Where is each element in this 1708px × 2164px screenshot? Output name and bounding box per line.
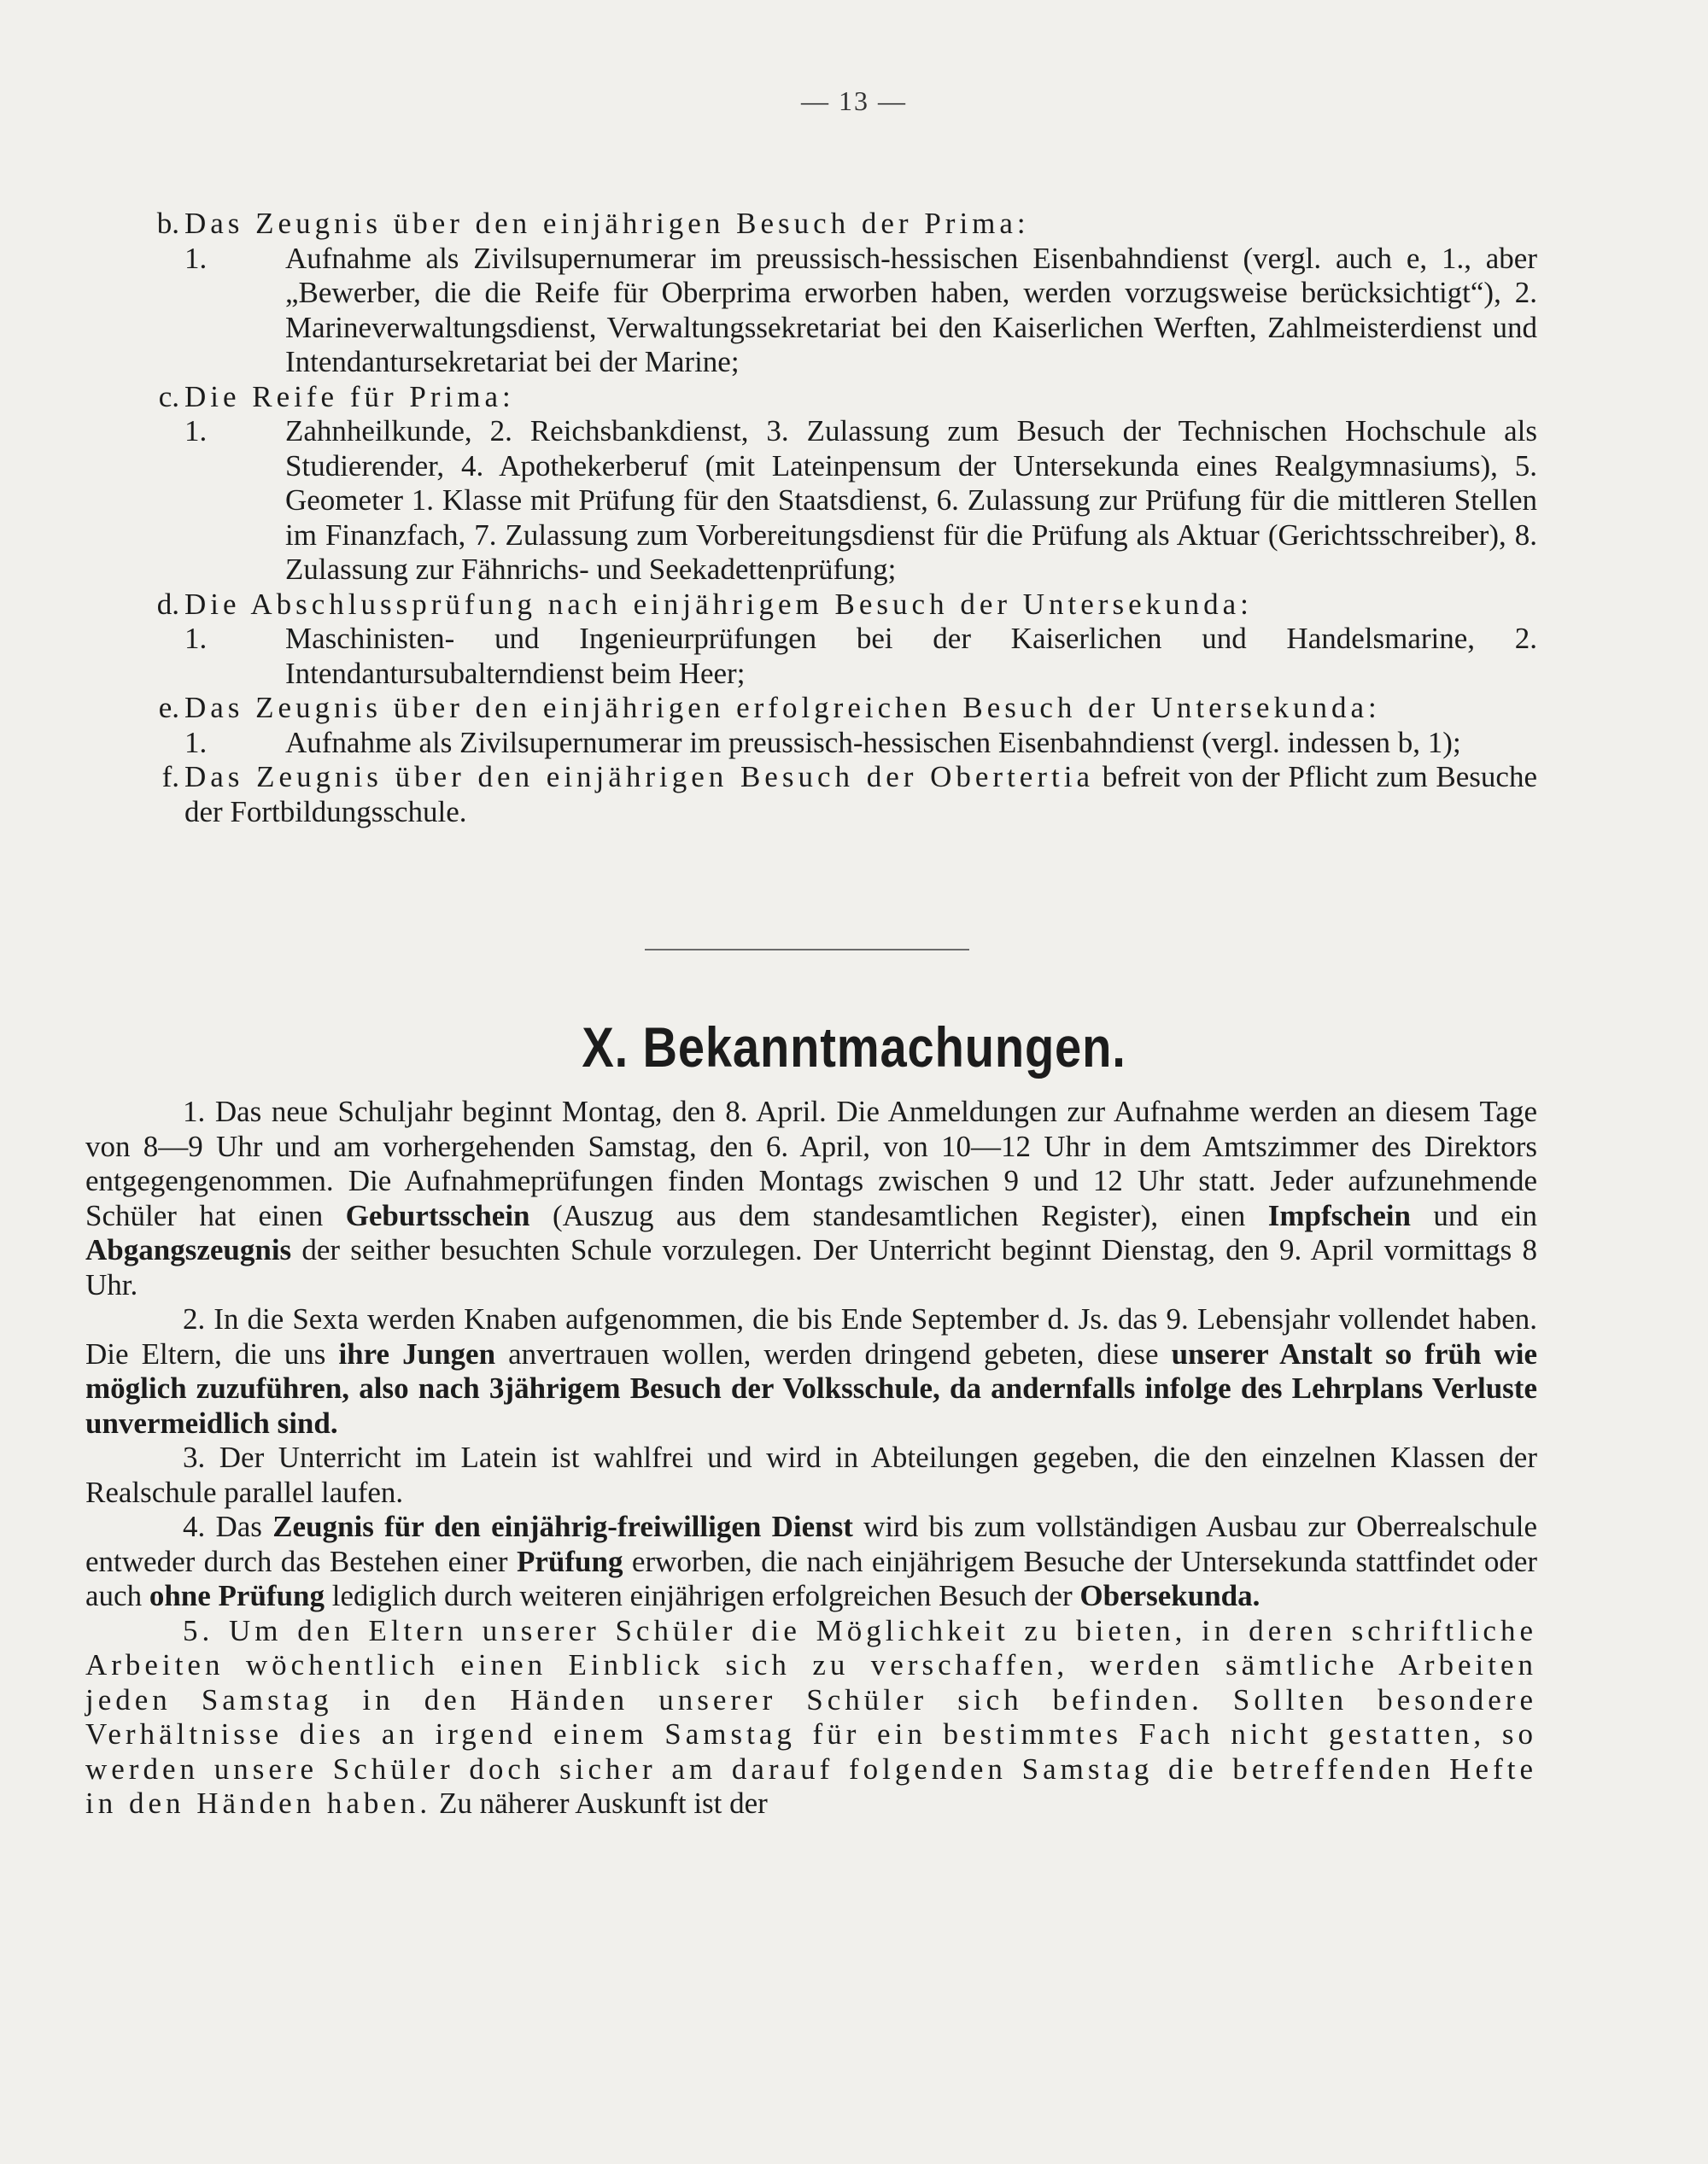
item-label: f. (161, 760, 179, 793)
qualification-b-heading (102, 207, 1537, 242)
item-text: Maschinisten- und Ingenieurprüfungen bei der Kaiserlichen und Handelsmarine, 2. Intendantursubalterndienst beim Heer; (285, 622, 1537, 690)
announcements (85, 1095, 1537, 1822)
paragraph-text: der seither besuchten Schule vorzulegen. Der Unterricht beginnt Dienstag, den 9. April vormittags 8 Uhr. (85, 1233, 1537, 1301)
qualification-d-heading (102, 588, 1537, 623)
bold-term: unserer Anstalt so früh wie möglich zuzuführen, also nach 3jährigem Besuch der Volksschule, da andernfalls infolge des Lehrplans Verluste unvermeidlich sind. (85, 1336, 1538, 1440)
item-label: 1. (184, 241, 208, 275)
announcement-4 (85, 1510, 1537, 1614)
item-heading: Die Abschlussprüfung nach einjährigem Besuch der Untersekunda: (184, 587, 1253, 621)
paragraph-text: (Auszug aus dem standesamtlichen Register), einen (552, 1198, 1246, 1232)
paragraph-text: 2. In die Sexta werden Knaben aufgenommen, die bis Ende September d. Js. das 9. Lebensjahr vollendet haben. Die Eltern, die uns (85, 1302, 1537, 1371)
bold-term: Abgangszeugnis (85, 1233, 292, 1266)
paragraph-text: 1. Das neue Schuljahr beginnt Montag, den 8. April. Die Anmeldungen zur Aufnahme werden an diesem Tage von 8—9 Uhr und am vorhergehenden Samstag, den 6. April, von 10—12 Uhr in dem Amtszimmer des Direktors entgegengenommen. Die Aufnahmeprüfungen finden Montags zwischen 9 und 12 Uhr statt. Jeder aufzunehmende Schüler hat einen (85, 1095, 1537, 1232)
item-text: Aufnahme als Zivilsupernumerar im preussisch-hessischen Eisenbahndienst (vergl. indessen b, 1); (285, 725, 1461, 759)
page-number: — 13 — (801, 85, 907, 116)
item-heading: Das Zeugnis über den einjährigen erfolgreichen Besuch der Untersekunda: (184, 691, 1381, 724)
item-label: c. (158, 379, 179, 413)
item-text: Zahnheilkunde, 2. Reichsbankdienst, 3. Zulassung zum Besuch der Technischen Hochschule als Studierender, 4. Apothekerberuf (mit Lateinpensum der Untersekunda eines Realgymnasiums), 5. Geometer 1. Klasse mit Prüfung für den Staatsdienst, 6. Zulassung zur Prüfung für die mittleren Stellen im Finanzfach, 7. Zulassung zum Vorbereitungsdienst für die Prüfung als Aktuar (Gerichtsschreiber), 8. Zulassung zur Fähnrichs- und Seekadettenprüfung; (285, 414, 1537, 586)
item-label: d. (156, 587, 179, 621)
bold-term: Zeugnis für den einjährig-freiwilligen Dienst (272, 1510, 853, 1543)
paragraph-text: erworben, die nach einjährigem Besuche der Untersekunda stattfindet oder auch (85, 1544, 1538, 1612)
qualification-f (102, 760, 1537, 829)
paragraph-text: wird bis zum vollständigen Ausbau zur Oberrealschule entweder durch das Bestehen einer (85, 1510, 1538, 1578)
bold-term: Obersekunda. (1079, 1579, 1261, 1612)
paragraph-text: Zu näherer Auskunft ist der (438, 1787, 768, 1820)
qualification-c-heading (102, 380, 1537, 415)
item-heading: Die Reife für Prima: (184, 379, 515, 413)
announcement-2 (85, 1302, 1537, 1441)
announcement-5 (85, 1614, 1537, 1822)
qualification-e-heading (102, 691, 1537, 726)
item-text: befreit von der Pflicht zum Besuche der Fortbildungsschule. (184, 760, 1537, 828)
announcement-1 (85, 1095, 1537, 1302)
section-title: X. Bekanntmachungen. (582, 1015, 1126, 1079)
item-label: 1. (184, 414, 208, 447)
qualification-c-detail (102, 414, 1537, 588)
qualification-e-detail (102, 726, 1537, 761)
section-divider (645, 949, 969, 950)
item-label: b. (156, 207, 179, 240)
item-label: e. (158, 691, 179, 724)
bold-term: Impfschein (1267, 1198, 1411, 1232)
paragraph-text: 5. Um den Eltern unserer Schüler die Möglichkeit zu bieten, in deren schriftliche Arbeiten wöchentlich einen Einblick sich zu verschaffen, werden sämtliche Arbeiten jeden Samstag in den Händen unserer Schüler sich befinden. Sollten besondere Verhältnisse dies an irgend einem Samstag für ein bestimmtes Fach nicht gestatten, so werden unsere Schüler doch sicher am darauf folgenden Samstag die betreffenden Hefte in den Händen haben. (85, 1613, 1537, 1820)
bold-term: Prüfung (517, 1544, 623, 1578)
qualification-b-detail (102, 242, 1537, 380)
item-text: Aufnahme als Zivilsupernumerar im preussisch-hessischen Eisenbahndienst (vergl. auch e, 1., aber „Bewerber, die die Reife für Oberprima erworben haben, werden vorzugsweise berücksichtigt“), 2. Marineverwaltungsdienst, Verwaltungssekretariat bei den Kaiserlichen Werften, Zahlmeisterdienst und Intendantursekretariat bei der Marine; (285, 241, 1537, 378)
paragraph-text: und ein (1433, 1198, 1538, 1232)
bold-term: ohne Prüfung (149, 1579, 325, 1612)
item-label: 1. (184, 622, 208, 655)
bold-term: ihre Jungen (338, 1336, 496, 1371)
item-heading: Das Zeugnis über den einjährigen Besuch der Obertertia (184, 760, 1094, 793)
announcement-3: 3. Der Unterricht im Latein ist wahlfrei und wird in Abteilungen gegeben, die den einzelnen Klassen der Realschule parallel laufen. (85, 1441, 1537, 1509)
bold-term: Geburtsschein (345, 1198, 530, 1232)
qualifications-list (102, 207, 1537, 829)
item-label: 1. (184, 725, 208, 759)
paragraph-text: lediglich durch weiteren einjährigen erfolgreichen Besuch der (331, 1579, 1073, 1612)
paragraph-text: 4. Das (183, 1510, 262, 1543)
paragraph-text: anvertrauen wollen, werden dringend gebeten, diese (508, 1336, 1159, 1371)
qualification-d-detail (102, 622, 1537, 691)
item-heading: Das Zeugnis über den einjährigen Besuch der Prima: (184, 207, 1030, 240)
